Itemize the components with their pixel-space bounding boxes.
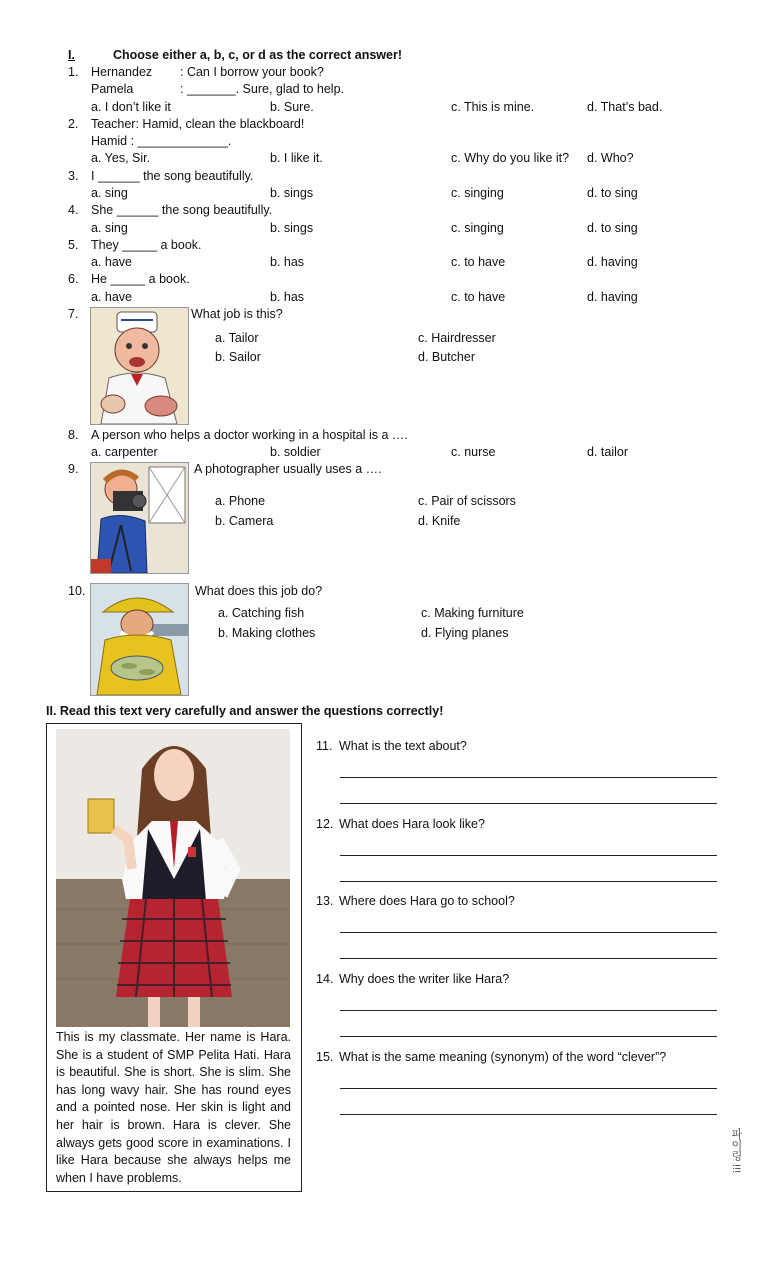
q5-option-b: b. has [270,255,305,269]
q1-line2: : _______. Sure, glad to help. [180,82,345,96]
q5-number: 5. [68,238,79,252]
q4-option-b: b. sings [270,221,314,235]
section1-title: Choose either a, b, c, or d as the correct answer! [113,48,402,62]
watermark-text: 파이링 !!! [730,1128,742,1174]
q1-speaker1: Hernandez [91,65,153,79]
answer-line[interactable] [340,855,717,856]
essay-question-number: 15. [316,1050,334,1064]
q4-option-d: d. to sing [587,221,638,235]
answer-line[interactable] [340,881,717,882]
q9-option-a: a. Phone [215,494,266,508]
q7-option-a: a. Tailor [215,331,259,345]
answer-line[interactable] [340,777,717,778]
q6-text: He _____ a book. [91,272,190,286]
q9-option-d: d. Knife [418,514,461,528]
q10-text: What does this job do? [195,584,323,598]
q7-option-b: b. Sailor [215,350,261,364]
essay-question-text: Why does the writer like Hara? [339,972,510,986]
q1-option-c: c. This is mine. [451,100,535,114]
student-photo [56,729,290,1027]
q3-option-b: b. sings [270,186,314,200]
q8-option-a: a. carpenter [91,445,158,459]
fisherman-illustration [90,583,189,696]
q10-option-c: c. Making furniture [421,606,524,620]
answer-line[interactable] [340,803,717,804]
q9-option-c: c. Pair of scissors [418,494,516,508]
q2-line2: Hamid : _____________. [91,134,232,148]
section2-title: II. Read this text very carefully and answer the questions correctly! [46,704,444,718]
q6-option-a: a. have [91,290,133,304]
answer-line[interactable] [340,958,717,959]
q1-option-a: a. I don’t like it [91,100,171,114]
q3-option-a: a. sing [91,186,128,200]
answer-line[interactable] [340,1036,717,1037]
q4-option-a: a. sing [91,221,128,235]
essay-question-number: 13. [316,894,334,908]
q2-option-b: b. I like it. [270,151,323,165]
q6-option-c: c. to have [451,290,506,304]
q6-option-b: b. has [270,290,305,304]
q1-option-b: b. Sure. [270,100,314,114]
q8-text: A person who helps a doctor working in a hospital is a …. [91,428,408,442]
answer-line[interactable] [340,1114,717,1115]
q2-option-a: a. Yes, Sir. [91,151,151,165]
q2-line1: Teacher: Hamid, clean the blackboard! [91,117,305,131]
essay-question-number: 11. [316,739,333,753]
q7-number: 7. [68,307,79,321]
q10-option-d: d. Flying planes [421,626,509,640]
q8-option-c: c. nurse [451,445,496,459]
butcher-illustration [90,307,189,425]
q4-option-c: c. singing [451,221,504,235]
q4-number: 4. [68,203,79,217]
q3-number: 3. [68,169,79,183]
q3-text: I ______ the song beautifully. [91,169,254,183]
q8-number: 8. [68,428,79,442]
q2-option-c: c. Why do you like it? [451,151,570,165]
q10-option-b: b. Making clothes [218,626,316,640]
answer-line[interactable] [340,932,717,933]
q1-speaker2: Pamela [91,82,134,96]
answer-line[interactable] [340,1010,717,1011]
q8-option-b: b. soldier [270,445,321,459]
essay-question-text: Where does Hara go to school? [339,894,515,908]
q6-option-d: d. having [587,290,638,304]
q9-text: A photographer usually uses a …. [194,462,382,476]
essay-question-number: 12. [316,817,334,831]
q8-option-d: d. tailor [587,445,628,459]
q9-option-b: b. Camera [215,514,274,528]
q1-line1: : Can I borrow your book? [180,65,324,79]
q9-number: 9. [68,462,79,476]
q7-option-c: c. Hairdresser [418,331,496,345]
q3-option-d: d. to sing [587,186,638,200]
q4-text: She ______ the song beautifully. [91,203,273,217]
q1-number: 1. [68,65,79,79]
reading-passage: This is my classmate. Her name is Hara. She is a student of SMP Pelita Hati. Hara is beautiful. She is short. She is slim. She has long wavy hair. She has round eyes and a pointed nose. Her skin is light and her hair is brown. Hara is clever. She always gets good score in examinations. I like Hara because she always helps me when I have problems. [56,1030,291,1185]
q5-option-c: c. to have [451,255,506,269]
q7-option-d: d. Butcher [418,350,475,364]
q3-option-c: c. singing [451,186,504,200]
essay-question-text: What is the text about? [339,739,467,753]
q2-number: 2. [68,117,79,131]
q10-option-a: a. Catching fish [218,606,305,620]
q7-text: What job is this? [191,307,283,321]
essay-question-number: 14. [316,972,334,986]
q2-option-d: d. Who? [587,151,634,165]
q5-option-a: a. have [91,255,133,269]
essay-question-text: What is the same meaning (synonym) of the word “clever”? [339,1050,667,1064]
q5-option-d: d. having [587,255,638,269]
photographer-illustration [90,462,189,574]
answer-line[interactable] [340,1088,717,1089]
q1-option-d: d. That’s bad. [587,100,663,114]
section1-number: I. [68,48,75,62]
q10-number: 10. [68,584,86,598]
essay-question-text: What does Hara look like? [339,817,485,831]
q6-number: 6. [68,272,79,286]
q5-text: They _____ a book. [91,238,202,252]
